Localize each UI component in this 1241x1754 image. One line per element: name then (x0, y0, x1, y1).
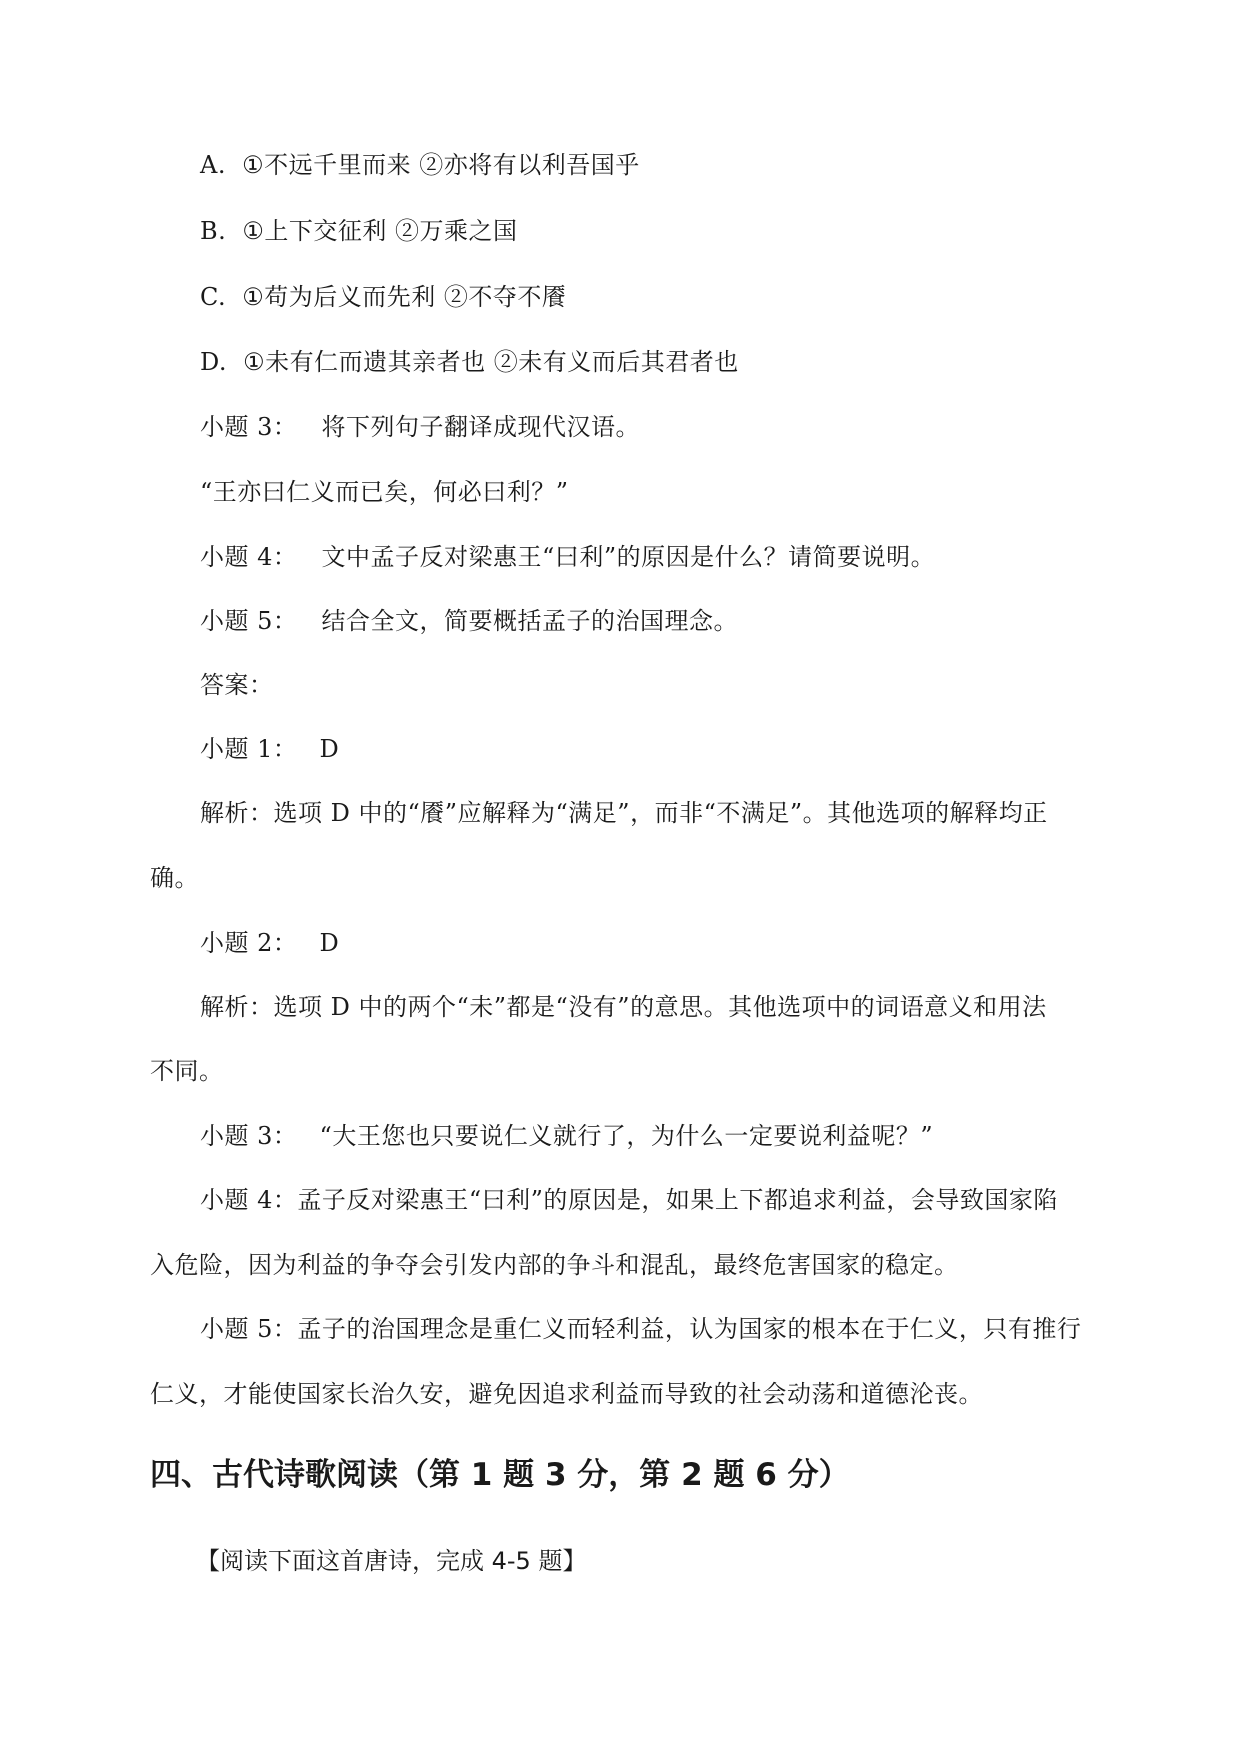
answers-title: 答案： (200, 671, 274, 699)
answer-3-label: 小题 3： (200, 1122, 298, 1150)
option-b (200, 216, 518, 246)
answer-2-explanation-line-2: 不同。 (150, 1057, 224, 1085)
answer-1-explanation-line-2: 确。 (150, 864, 199, 892)
question-4-label: 小题 4： (200, 543, 298, 571)
answer-1-value: D (319, 735, 340, 763)
question-5-text: 结合全文，简要概括孟子的治国理念。 (321, 607, 739, 635)
option-a (200, 150, 640, 180)
option-c-label: C. (200, 283, 227, 311)
answer-4-line-1: 小题 4：孟子反对梁惠王“曰利”的原因是，如果上下都追求利益，会导致国家陷 (200, 1186, 1058, 1214)
option-b-label: B. (200, 217, 227, 245)
section-heading: 四、古代诗歌阅读（第 1 题 3 分，第 2 题 6 分） (150, 1457, 850, 1493)
question-5-label: 小题 5： (200, 607, 298, 635)
option-d-label: D. (200, 348, 228, 376)
answer-4-line-2: 入危险，因为利益的争夺会引发内部的争斗和混乱，最终危害国家的稳定。 (150, 1251, 959, 1279)
question-5 (200, 606, 738, 636)
option-d (200, 347, 739, 377)
answer-2-explanation-line-1: 解析：选项 D 中的两个“未”都是“没有”的意思。其他选项中的词语意义和用法 (200, 993, 1047, 1021)
option-c (200, 282, 566, 312)
question-4 (200, 542, 935, 572)
answer-2-value: D (319, 929, 340, 957)
answer-2-label: 小题 2： (200, 929, 298, 957)
answer-1 (200, 734, 339, 764)
answer-2 (200, 928, 339, 958)
question-3-label: 小题 3： (200, 413, 298, 441)
answer-1-explanation-line-1: 解析：选项 D 中的“餍”应解释为“满足”，而非“不满足”。其他选项的解释均正 (200, 799, 1048, 827)
section-instruction: 【阅读下面这首唐诗，完成 4-5 题】 (196, 1547, 587, 1575)
answer-3-text: “大王您也只要说仁义就行了，为什么一定要说利益呢？” (319, 1122, 934, 1150)
question-3 (200, 412, 640, 442)
option-b-text: ①上下交征利 ②万乘之国 (242, 217, 518, 245)
option-d-text: ①未有仁而遗其亲者也 ②未有义而后其君者也 (243, 348, 739, 376)
option-a-text: ①不远千里而来 ②亦将有以利吾国乎 (242, 151, 640, 179)
option-c-text: ①苟为后义而先利 ②不夺不餍 (242, 283, 567, 311)
answer-5-line-1: 小题 5：孟子的治国理念是重仁义而轻利益，认为国家的根本在于仁义，只有推行 (200, 1315, 1082, 1343)
question-3-quote: “王亦曰仁义而已矣，何必曰利？” (200, 478, 569, 506)
question-4-text: 文中孟子反对梁惠王“曰利”的原因是什么？请简要说明。 (321, 543, 936, 571)
option-a-label: A. (200, 151, 226, 179)
answer-1-label: 小题 1： (200, 735, 298, 763)
answer-5-line-2: 仁义，才能使国家长治久安，避免因追求利益而导致的社会动荡和道德沦丧。 (150, 1380, 983, 1408)
answer-3 (200, 1121, 933, 1151)
question-3-text: 将下列句子翻译成现代汉语。 (321, 413, 641, 441)
